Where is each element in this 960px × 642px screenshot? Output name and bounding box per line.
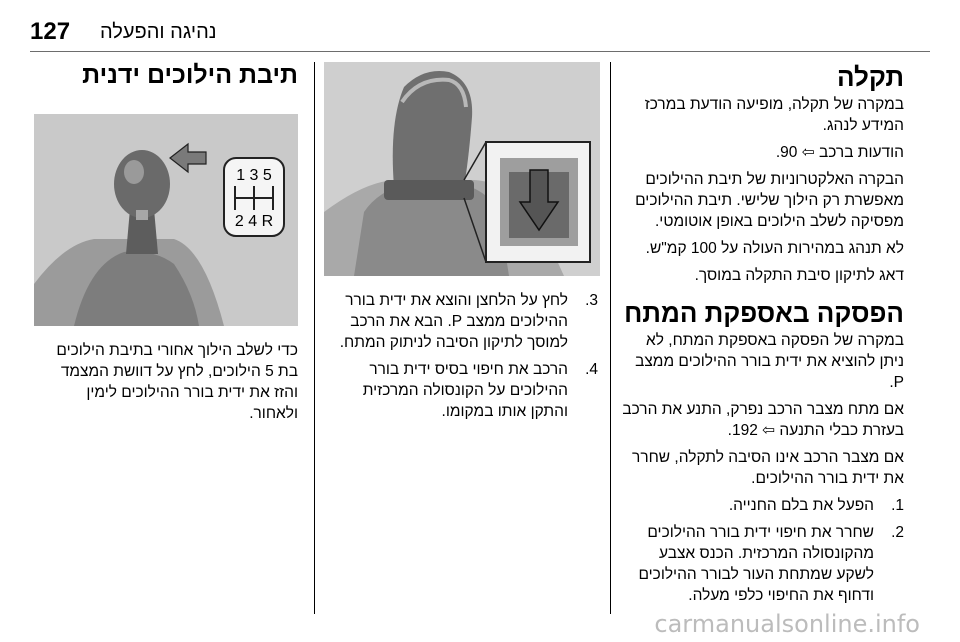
gear-selector-release-figure	[324, 62, 600, 276]
column-divider-right	[610, 62, 611, 614]
step-text: שחרר את חיפוי ידית בורר ההילוכים מהקונסולה המרכזית. הכנס אצבע לשקע שמתחת העור לבורר ההילוכים ודחוף את החיפוי כלפי מעלה.	[638, 524, 874, 604]
manual-paragraph: כדי לשלב הילוך אחורי בתיבת הילוכים בת 5 הילוכים, לחץ על דוושת המצמד והזז את ידית בורר ההילוכים לימין ולאחור.	[56, 342, 298, 422]
power-paragraph-1: במקרה של הפסקה באספקת המתח, לא ניתן להוציא את ידית בורר ההילוכים ממצב P.	[635, 332, 904, 391]
page-number: 127	[30, 18, 71, 45]
header-rule	[30, 51, 930, 52]
gear-pattern-bottom: 2 4 R	[234, 213, 274, 230]
release-steps-list	[326, 290, 598, 422]
manual-gearbox-title-block	[34, 58, 298, 92]
failure-paragraph-5: דאג לתיקון סיבת התקלה במוסך.	[694, 267, 904, 284]
section-title-failure: תקלה	[836, 62, 904, 92]
manual-gear-lever-figure	[34, 114, 298, 326]
chapter-title: נהיגה והפעלה	[100, 21, 217, 43]
gear-selector-illustration	[324, 62, 600, 276]
left-column	[34, 340, 298, 430]
power-paragraph-2: אם מתח מצבר הרכב נפרק, התנע את הרכב בעזרת כבלי התנעה ⇦ 192.	[622, 401, 904, 439]
failure-paragraph-1: במקרה של תקלה, מופיעה הודעת במרכז המידע לנהג.	[644, 96, 904, 134]
middle-column	[326, 290, 598, 428]
gear-pattern-top: 1 3 5	[236, 167, 272, 184]
step-text: לחץ על הלחצן והוצא את ידית בורר ההילוכים ממצב P. הבא את הרכב למוסך לתיקון הסיבה לניתוק המתח.	[339, 292, 568, 351]
list-item	[326, 290, 598, 353]
power-paragraph-3: אם מצבר הרכב אינו הסיבה לתקלה, שחרר את ידית בורר ההילוכים.	[632, 449, 904, 487]
step-text: הרכב את חיפוי בסיס ידית בורר ההילוכים על הקונסולה המרכזית והתקן אותו במקומו.	[362, 361, 568, 420]
manual-gear-lever-illustration	[34, 114, 298, 326]
list-item	[326, 359, 598, 422]
section-title-manual: תיבת הילוכים ידנית	[82, 61, 298, 89]
power-steps-list	[622, 495, 904, 606]
right-column	[622, 60, 904, 612]
step-number: 1.	[891, 497, 904, 514]
step-number: 3.	[585, 292, 598, 309]
list-item	[622, 495, 904, 516]
failure-paragraph-2: הודעות ברכב ⇦ 90.	[775, 144, 904, 161]
failure-paragraph-4: לא תנהג במהירות העולה על 100 קמ"ש.	[645, 240, 904, 257]
column-divider-left	[314, 62, 315, 614]
step-number: 2.	[891, 524, 904, 541]
section-title-power: הפסקה באספקת המתח	[624, 298, 904, 328]
page-header	[0, 0, 960, 54]
list-item	[622, 522, 904, 606]
watermark: carmanualsonline.info	[654, 610, 920, 638]
step-number: 4.	[585, 361, 598, 378]
step-text: הפעל את בלם החנייה.	[728, 497, 874, 514]
failure-paragraph-3: הבקרה האלקטרוניות של תיבת ההילוכים מאפשרת רק הילוך שלישי. תיבת ההילוכים מפסיקה לשלב הילוכים באופן אוטומטי.	[635, 171, 904, 230]
